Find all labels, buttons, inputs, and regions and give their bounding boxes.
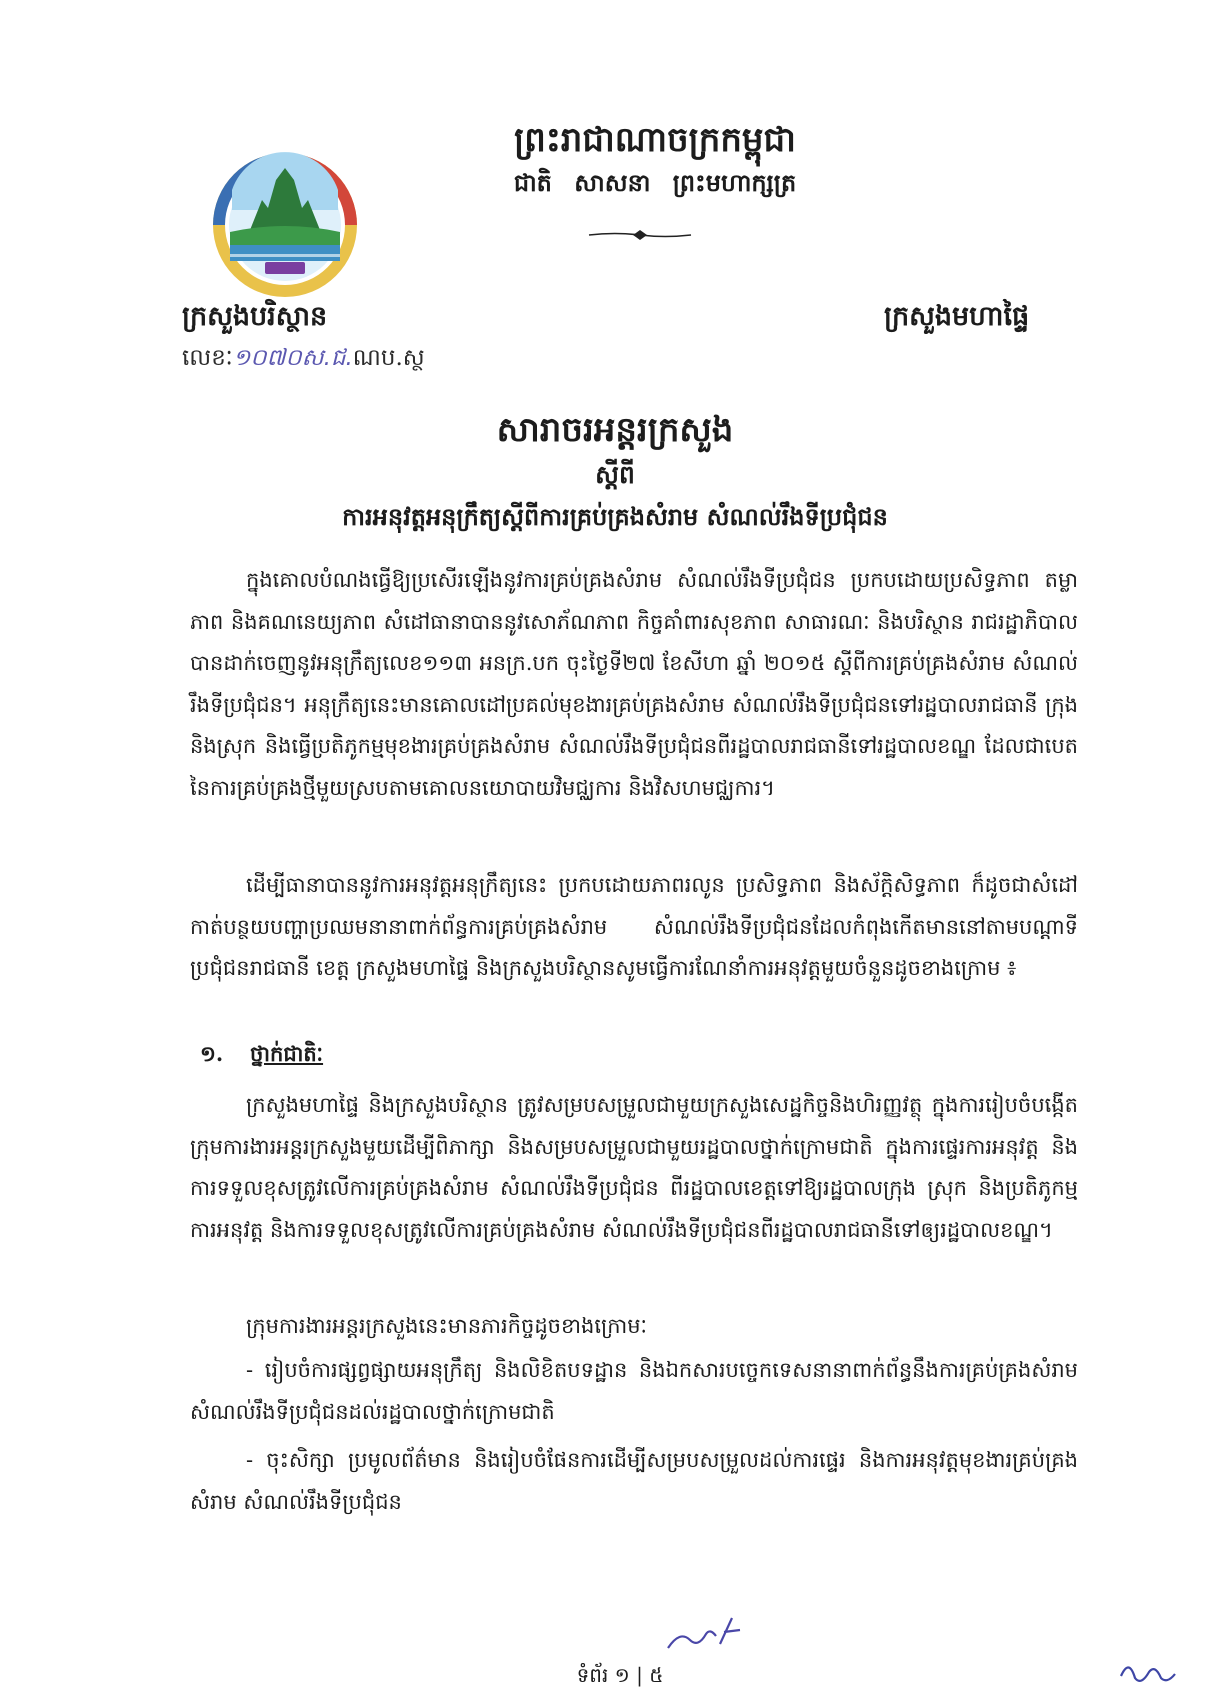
about-label: ស្តីពី — [595, 460, 635, 489]
paragraph-1: ក្នុងគោលបំណងធ្វើឱ្យប្រសើរឡើងនូវការគ្រប់គ្រងសំរាម សំណល់រឹងទីប្រជុំជន ប្រកបដោយប្រសិទ្ធភាព តម្លាភាព និងគណនេយ្យភាព សំដៅធានាបាននូវសោភ័ណភាព កិច្ចគាំពារសុខភាព សាធារណៈ និងបរិស្ថាន រាជរដ្ឋាភិបាលបានដាក់ចេញនូវអនុក្រឹត្យលេខ១១៣ អនក្រ.បក ចុះថ្ងៃទី២៧ ខែសីហា ឆ្នាំ ២០១៥ ស្តីពីការគ្រប់គ្រងសំរាម សំណល់រឹងទីប្រជុំជន។ អនុក្រឹត្យនេះមានគោលដៅប្រគល់មុខងារគ្រប់គ្រងសំរាម សំណល់រឹងទីប្រជុំជនទៅរដ្ឋបាលរាជធានី ក្រុង និងស្រុក និងធ្វើប្រតិភូកម្មមុខងារគ្រប់គ្រងសំរាម សំណល់រឹងទីប្រជុំជនពីរដ្ឋបាលរាជធានីទៅរដ្ឋបាលខណ្ឌ ដែលជាបេតនៃការគ្រប់គ្រងថ្មីមួយស្របតាមគោលនយោបាយវិមជ្ឈការ និងវិសហមជ្ឈការ។ — [190, 568, 1078, 800]
paragraph-4: ក្រុមការងារអន្តរក្រសួងនេះមានភារកិច្ចដូចខាងក្រោមៈ — [246, 1314, 647, 1338]
national-motto: ជាតិ សាសនា ព្រះមហាក្សត្រ — [513, 168, 797, 197]
reference-label: លេខៈ — [182, 345, 233, 371]
document-type-title: សារាចរអន្តរក្រសួង — [496, 410, 734, 450]
section-1-heading — [200, 1041, 323, 1072]
issuer-ministry-interior: ក្រសួងមហាផ្ទៃ — [884, 301, 1030, 332]
page-number: ទំព័រ ១ | ៥ — [576, 1663, 664, 1687]
paragraph-2: ដើម្បីធានាបាននូវការអនុវត្តអនុក្រឹត្យនេះ ប្រកបដោយភាពរលូន ប្រសិទ្ធភាព និងស័ក្តិសិទ្ធភាព ក៏ដូចជាសំដៅកាត់បន្ថយបញ្ហាប្រឈមនានាពាក់ព័ន្ធការគ្រប់គ្រងសំរាម សំណល់រឹងទីប្រជុំជនដែលកំពុងកើតមាននៅតាមបណ្តាទីប្រជុំជនរាជធានី ខេត្ត ក្រសួងមហាផ្ទៃ និងក្រសួងបរិស្ថានសូមធ្វើការណែនាំការអនុវត្តមួយចំនួនដូចខាងក្រោម ៖ — [190, 873, 1078, 980]
reference-number — [182, 344, 425, 377]
handwritten-corner-mark — [1115, 1648, 1185, 1688]
section-1-title: ថ្នាក់ជាតិៈ — [250, 1041, 324, 1066]
document-subject: ការអនុវត្តអនុក្រឹត្យស្តីពីការគ្រប់គ្រងសំរាម សំណល់រឹងទីប្រជុំជន — [342, 502, 888, 531]
issuer-ministry-environment: ក្រសួងបរិស្ថាន — [182, 301, 328, 332]
ministry-environment-logo — [210, 150, 360, 300]
kingdom-heading: ព្រះរាជាណាចក្រកម្ពុជា — [514, 120, 796, 160]
reference-handwritten-number: ១០៧០ស.ជ. — [232, 345, 353, 371]
paragraph-3: ក្រសួងមហាផ្ទៃ និងក្រសួងបរិស្ថាន ត្រូវសម្របសម្រួលជាមួយក្រសួងសេដ្ឋកិច្ចនិងហិរញ្ញវត្ថុ ក្នុងការរៀបចំបង្កើតក្រុមការងារអន្តរក្រសួងមួយដើម្បីពិភាក្សា និងសម្របសម្រួលជាមួយរដ្ឋបាលថ្នាក់ក្រោមជាតិ ក្នុងការផ្ទេរការអនុវត្ត និងការទទួលខុសត្រូវលើការគ្រប់គ្រងសំរាម សំណល់រឹងទីប្រជុំជន ពីរដ្ឋបាលខេត្តទៅឱ្យរដ្ឋបាលក្រុង ស្រុក និងប្រតិភូកម្មការអនុវត្ត និងការទទួលខុសត្រូវលើការគ្រប់គ្រងសំរាម សំណល់រឹងទីប្រជុំជនពីរដ្ឋបាលរាជធានីទៅឲ្យរដ្ឋបាលខណ្ឌ។ — [190, 1093, 1078, 1242]
section-1-number: ១. — [200, 1041, 224, 1066]
handwritten-initials — [660, 1610, 750, 1655]
divider-ornament — [585, 228, 695, 242]
bullet-item-2: - ចុះសិក្សា ប្រមូលព័ត៌មាន និងរៀបចំផែនការដើម្បីសម្របសម្រួលដល់ការផ្ទេរ និងការអនុវត្តមុខងារគ្រប់គ្រងសំរាម សំណល់រឹងទីប្រជុំជន — [190, 1448, 1078, 1514]
reference-suffix: ណប.ស្ថ — [352, 345, 425, 371]
bullet-item-1: - រៀបចំការផ្សព្វផ្សាយអនុក្រឹត្យ និងលិខិតបទដ្ឋាន និងឯកសារបច្ចេកទេសនានាពាក់ព័ន្ធនឹងការគ្រប់គ្រងសំរាម សំណល់រឹងទីប្រជុំជនដល់រដ្ឋបាលថ្នាក់ក្រោមជាតិ — [190, 1358, 1078, 1424]
